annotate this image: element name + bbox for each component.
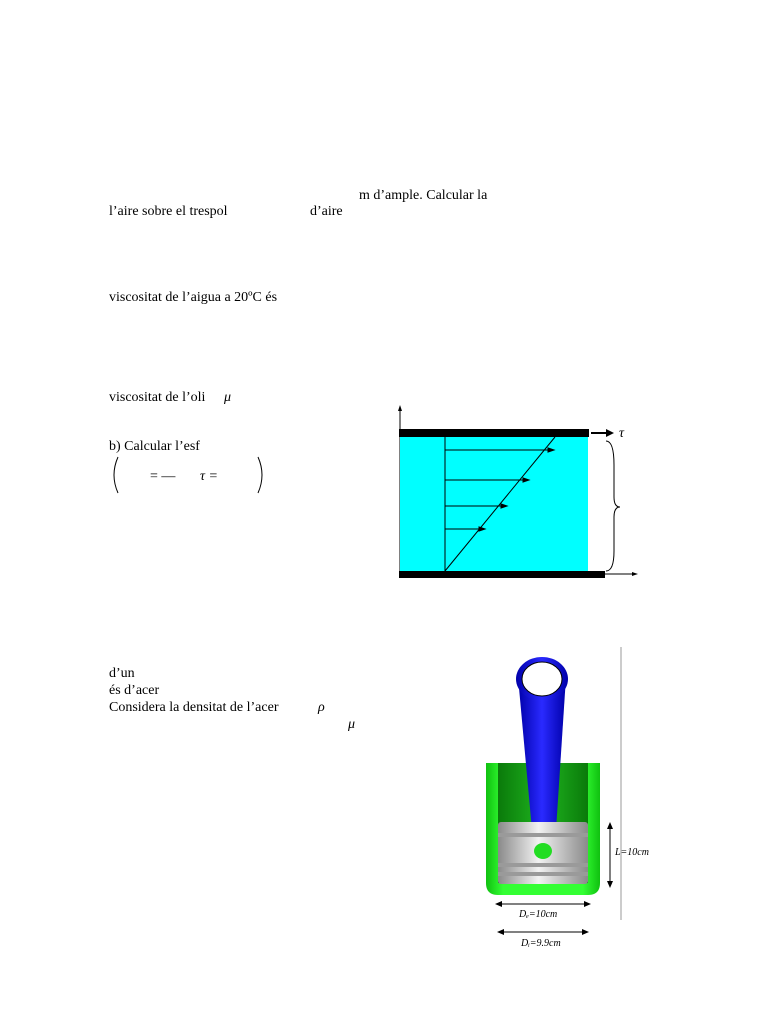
text-line-7: és d’acer: [109, 683, 160, 698]
text-line-2b: d’aire: [310, 204, 343, 219]
top-plate: [399, 429, 589, 437]
text-line-2a: l’aire sobre el trespol: [109, 204, 228, 219]
formula-equals: = —: [150, 469, 176, 484]
inner-diameter-label: Dᵢ=9.9cm: [521, 938, 561, 949]
mu-symbol: μ: [224, 390, 232, 405]
couette-flow-diagram: [390, 405, 650, 585]
text-line-5: b) Calcular l’esf: [109, 439, 200, 454]
text-line-4: viscositat de l’oli: [109, 390, 206, 405]
formula-tau: τ =: [200, 469, 218, 484]
tau-label: τ: [619, 426, 625, 441]
text-line-1: m d’ample. Calcular la: [359, 188, 488, 203]
text-line-6: d’un: [109, 666, 135, 681]
piston-pin: [534, 843, 552, 859]
formula-parentheses: [108, 455, 268, 497]
text-line-3: viscositat de l’aigua a 20ºC és: [109, 290, 278, 305]
rod-eye: [522, 662, 562, 696]
outer-diameter-label: Dₑ=10cm: [519, 909, 558, 920]
piston-cylinder-diagram: [470, 645, 670, 955]
text-line-8: Considera la densitat de l’acer: [109, 700, 279, 715]
bottom-plate: [399, 571, 605, 578]
height-brace: [606, 441, 620, 571]
length-label: L=10cm: [615, 847, 649, 858]
fluid-region: [400, 433, 588, 573]
rho-symbol: ρ: [318, 700, 325, 715]
mu-symbol-2: μ: [348, 717, 356, 732]
